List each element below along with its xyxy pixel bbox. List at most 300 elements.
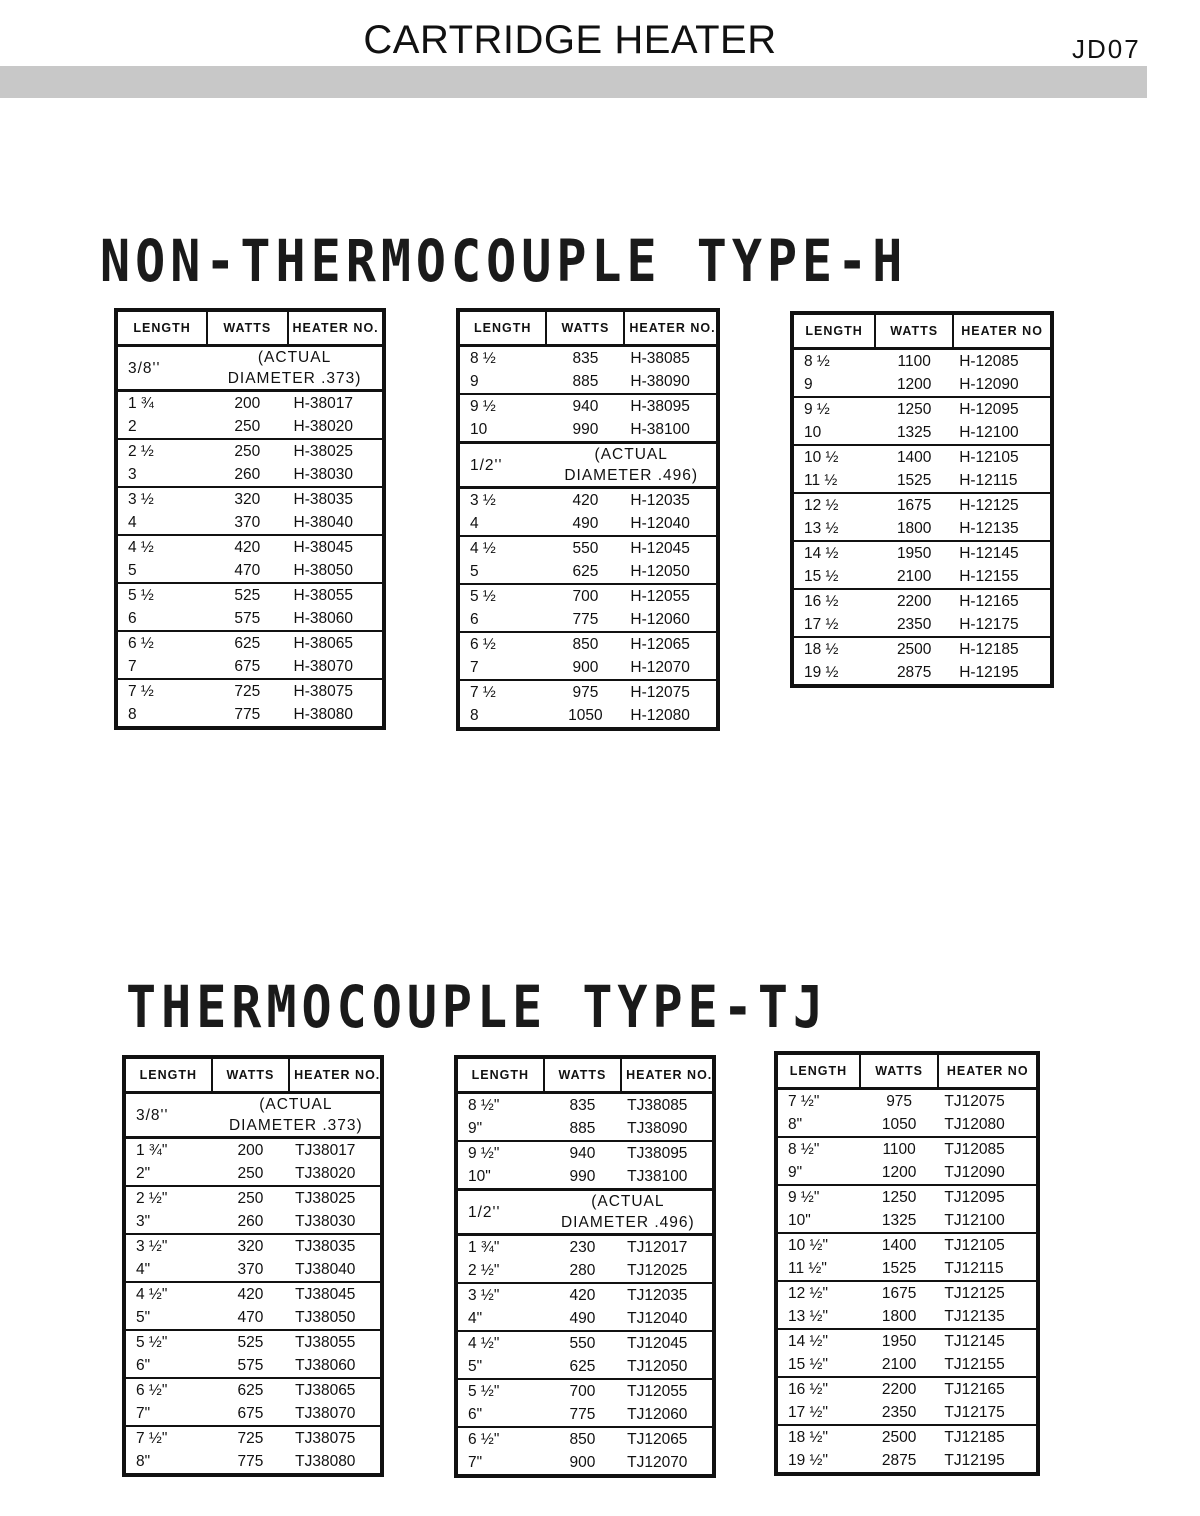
table-row <box>776 1425 1038 1449</box>
length-cell: 5 <box>128 562 137 579</box>
table-row <box>124 1138 382 1163</box>
heater-no-cell: TJ38017 <box>295 1142 356 1159</box>
watts-cell: 1675 <box>875 493 953 517</box>
length-cell: 7" <box>136 1405 151 1422</box>
table-row <box>792 445 1052 469</box>
watts-cell: 370 <box>237 1261 264 1278</box>
table-row <box>116 679 384 703</box>
length-cell: 5" <box>136 1309 151 1326</box>
heater-no-cell: H-12070 <box>630 659 690 676</box>
watts-cell: 700 <box>544 1379 621 1403</box>
length-cell: 8 ½" <box>776 1137 860 1161</box>
length-cell: 7 <box>128 658 137 675</box>
length-cell: 10 ½ <box>792 445 875 469</box>
length-cell: 4" <box>136 1261 151 1278</box>
watts-cell: 625 <box>569 1358 596 1375</box>
length-cell: 3" <box>136 1213 151 1230</box>
length-cell: 5 ½" <box>124 1330 212 1354</box>
column-header-length: LENGTH <box>124 1057 212 1093</box>
table-row <box>792 637 1052 661</box>
diameter-note-line-2: DIAMETER .373) <box>227 370 362 387</box>
table-row <box>456 1259 714 1283</box>
watts-cell: 370 <box>234 514 261 531</box>
length-cell: 3 ½" <box>124 1234 212 1258</box>
table-row <box>124 1402 382 1426</box>
heater-no-cell: TJ12105 <box>938 1233 1038 1257</box>
heater-no-cell: H-38060 <box>293 610 353 627</box>
length-cell: 7 ½" <box>788 1093 820 1110</box>
heater-no-cell: TJ12045 <box>621 1331 714 1355</box>
heater-no-cell: TJ38095 <box>621 1141 714 1165</box>
table-row <box>776 1305 1038 1329</box>
length-cell: 4 <box>470 515 479 532</box>
heater-no-cell: TJ38035 <box>289 1234 382 1258</box>
heater-no-cell: TJ12185 <box>938 1425 1038 1449</box>
table-row <box>792 421 1052 445</box>
watts-cell: 975 <box>886 1093 913 1110</box>
watts-cell: 260 <box>237 1213 264 1230</box>
length-cell: 5 ½" <box>456 1379 544 1403</box>
length-cell: 10 <box>470 421 488 438</box>
column-header-heater-no: HEATER NO. <box>624 310 718 346</box>
table-row <box>456 1165 714 1190</box>
watts-cell: 2500 <box>875 637 953 661</box>
spec-table-h-1-2-a <box>456 308 720 731</box>
diameter-note-line-1: (ACTUAL <box>594 446 668 463</box>
length-cell: 7 <box>470 659 479 676</box>
column-header-heater-no: HEATER NO. <box>621 1057 714 1093</box>
heater-no-cell: H-12075 <box>624 680 718 704</box>
table-row <box>792 565 1052 589</box>
table-row <box>124 1450 382 1475</box>
column-header-heater-no: HEATER NO <box>938 1053 1038 1089</box>
heater-no-cell: H-12055 <box>624 584 718 608</box>
heater-no-cell: H-38100 <box>630 421 690 438</box>
column-header-heater-no: HEATER NO. <box>289 1057 382 1093</box>
watts-cell: 885 <box>569 1120 596 1137</box>
heater-no-cell: TJ38055 <box>289 1330 382 1354</box>
length-cell: 4 ½" <box>456 1331 544 1355</box>
table-row <box>116 415 384 439</box>
heater-no-cell: TJ12145 <box>938 1329 1038 1353</box>
watts-cell: 420 <box>572 492 599 509</box>
table-row <box>116 655 384 679</box>
length-cell: 4" <box>468 1310 483 1327</box>
table-row <box>458 370 718 394</box>
table-row <box>116 511 384 535</box>
watts-cell: 835 <box>569 1097 596 1114</box>
heater-no-cell: H-12035 <box>630 492 690 509</box>
watts-cell: 850 <box>544 1427 621 1451</box>
table-row <box>458 536 718 560</box>
length-cell: 7 ½" <box>124 1426 212 1450</box>
length-cell: 6" <box>136 1357 151 1374</box>
length-cell: 6 ½" <box>124 1378 212 1402</box>
table-row <box>124 1330 382 1354</box>
heater-no-cell: H-12040 <box>630 515 690 532</box>
heater-no-cell: H-12135 <box>959 520 1019 537</box>
table-row <box>124 1210 382 1234</box>
heater-no-cell: TJ12017 <box>627 1239 688 1256</box>
table-row <box>124 1306 382 1330</box>
table-row <box>458 680 718 704</box>
watts-cell: 1950 <box>875 541 953 565</box>
length-cell: 2" <box>136 1165 151 1182</box>
table-row <box>776 1161 1038 1185</box>
heater-no-cell: H-38090 <box>630 373 690 390</box>
length-cell: 13 ½ <box>804 520 839 537</box>
length-cell: 3 ½ <box>116 487 207 511</box>
table-row <box>456 1427 714 1451</box>
heater-no-cell: TJ12090 <box>944 1164 1005 1181</box>
watts-cell: 2200 <box>860 1377 939 1401</box>
watts-cell: 675 <box>234 658 261 675</box>
heater-no-cell: H-12185 <box>953 637 1052 661</box>
table-row <box>776 1401 1038 1425</box>
watts-cell: 625 <box>212 1378 289 1402</box>
watts-cell: 885 <box>572 373 599 390</box>
spec-table-tj-1-2-b <box>774 1051 1040 1476</box>
table-row <box>124 1186 382 1210</box>
watts-cell: 2100 <box>896 568 932 585</box>
length-cell: 18 ½ <box>792 637 875 661</box>
length-cell: 1 ¾" <box>136 1142 168 1159</box>
heater-no-cell: H-38030 <box>293 466 353 483</box>
diameter-note-line-2: DIAMETER .373) <box>228 1117 363 1134</box>
heater-no-cell: H-12155 <box>959 568 1019 585</box>
length-cell: 2 ½ <box>116 439 207 463</box>
length-cell: 4 ½ <box>116 535 207 559</box>
heater-no-cell: H-12080 <box>630 707 690 724</box>
heater-no-cell: TJ38080 <box>295 1453 356 1470</box>
watts-cell: 1250 <box>875 397 953 421</box>
heater-no-cell: H-38020 <box>293 418 353 435</box>
length-cell: 11 ½ <box>804 472 838 489</box>
watts-cell: 420 <box>544 1283 621 1307</box>
table-row <box>776 1137 1038 1161</box>
table-row <box>116 391 384 416</box>
table-row <box>116 583 384 607</box>
watts-cell: 725 <box>212 1426 289 1450</box>
heater-no-cell: H-12085 <box>959 353 1019 370</box>
table-row <box>456 1283 714 1307</box>
heater-no-cell: H-12100 <box>959 424 1019 441</box>
heater-no-cell: H-38055 <box>288 583 385 607</box>
heater-no-cell: TJ12085 <box>938 1137 1038 1161</box>
watts-cell: 940 <box>546 394 624 418</box>
length-cell: 16 ½" <box>776 1377 860 1401</box>
column-header-length: LENGTH <box>116 310 207 346</box>
heater-no-cell: TJ12025 <box>627 1262 688 1279</box>
table-row <box>792 589 1052 613</box>
length-cell: 8 ½" <box>468 1097 500 1114</box>
watts-cell: 1200 <box>881 1164 917 1181</box>
length-cell: 4 ½" <box>124 1282 212 1306</box>
table-row <box>456 1235 714 1260</box>
table-row <box>776 1113 1038 1137</box>
watts-cell: 2350 <box>881 1404 917 1421</box>
diameter-note <box>212 1093 382 1138</box>
watts-cell: 725 <box>207 679 287 703</box>
column-header-watts: WATTS <box>860 1053 939 1089</box>
length-cell: 4 ½ <box>458 536 546 560</box>
heater-no-cell: TJ38045 <box>289 1282 382 1306</box>
column-header-heater-no: HEATER NO <box>953 313 1052 349</box>
page-code: JD07 <box>1072 34 1141 64</box>
watts-cell: 320 <box>207 487 287 511</box>
table-row <box>458 656 718 680</box>
watts-cell: 470 <box>234 562 261 579</box>
watts-cell: 200 <box>234 395 261 412</box>
length-cell: 3 <box>128 466 137 483</box>
length-cell: 2 <box>128 418 137 435</box>
table-row <box>792 469 1052 493</box>
watts-cell: 1400 <box>860 1233 939 1257</box>
length-cell: 6 ½" <box>456 1427 544 1451</box>
length-cell: 5" <box>468 1358 483 1375</box>
table-header-row <box>116 310 384 346</box>
watts-cell: 200 <box>237 1142 264 1159</box>
watts-cell: 1100 <box>897 353 931 370</box>
table-row <box>458 394 718 418</box>
table-row <box>456 1451 714 1476</box>
table-row <box>116 463 384 487</box>
heater-no-cell: TJ38020 <box>295 1165 356 1182</box>
heater-no-cell: TJ38060 <box>295 1357 356 1374</box>
diameter-size: 3/8'' <box>116 346 207 391</box>
length-cell: 9" <box>788 1164 803 1181</box>
diameter-row <box>456 1190 714 1235</box>
watts-cell: 280 <box>569 1262 596 1279</box>
length-cell: 15 ½ <box>804 568 839 585</box>
watts-cell: 250 <box>212 1186 289 1210</box>
heater-no-cell: H-12105 <box>953 445 1052 469</box>
watts-cell: 775 <box>237 1453 264 1470</box>
heater-no-cell: TJ38065 <box>289 1378 382 1402</box>
spec-table-tj-1-2-a <box>454 1055 716 1478</box>
spec-table-tj-3-8 <box>122 1055 384 1477</box>
watts-cell: 1800 <box>881 1308 917 1325</box>
watts-cell: 850 <box>546 632 624 656</box>
watts-cell: 420 <box>207 535 287 559</box>
length-cell: 12 ½ <box>792 493 875 517</box>
watts-cell: 550 <box>544 1331 621 1355</box>
length-cell: 19 ½ <box>804 664 839 681</box>
watts-cell: 1325 <box>896 424 932 441</box>
table-row <box>792 661 1052 686</box>
heater-no-cell: TJ12115 <box>944 1260 1004 1277</box>
length-cell: 15 ½" <box>788 1356 828 1373</box>
watts-cell: 1100 <box>860 1137 939 1161</box>
length-cell: 9" <box>468 1120 483 1137</box>
watts-cell: 250 <box>237 1165 264 1182</box>
table-row <box>456 1093 714 1118</box>
column-header-watts: WATTS <box>875 313 953 349</box>
length-cell: 8 ½ <box>804 353 830 370</box>
watts-cell: 625 <box>207 631 287 655</box>
watts-cell: 1525 <box>896 472 932 489</box>
table-header-row <box>456 1057 714 1093</box>
table-row <box>456 1141 714 1165</box>
table-row <box>456 1117 714 1141</box>
heater-no-cell: TJ38070 <box>295 1405 356 1422</box>
heater-no-cell: H-12115 <box>959 472 1018 489</box>
table-row <box>116 559 384 583</box>
heater-no-cell: TJ12035 <box>621 1283 714 1307</box>
heater-no-cell: TJ12060 <box>627 1406 688 1423</box>
heater-no-cell: TJ12055 <box>621 1379 714 1403</box>
watts-cell: 490 <box>572 515 599 532</box>
table-row <box>776 1281 1038 1305</box>
diameter-size: 1/2'' <box>456 1190 544 1235</box>
heater-no-cell: H-38035 <box>288 487 385 511</box>
diameter-size: 3/8'' <box>124 1093 212 1138</box>
heater-no-cell: H-12145 <box>953 541 1052 565</box>
length-cell: 13 ½" <box>788 1308 828 1325</box>
length-cell: 9 ½ <box>792 397 875 421</box>
watts-cell: 260 <box>234 466 261 483</box>
length-cell: 4 <box>128 514 137 531</box>
watts-cell: 1200 <box>896 376 932 393</box>
length-cell: 1 ¾" <box>468 1239 500 1256</box>
heater-no-cell: H-38045 <box>288 535 385 559</box>
table-row <box>458 584 718 608</box>
length-cell: 11 ½" <box>788 1260 827 1277</box>
heater-no-cell: H-38025 <box>288 439 385 463</box>
table-row <box>458 488 718 513</box>
heater-no-cell: H-12195 <box>959 664 1019 681</box>
column-header-watts: WATTS <box>207 310 287 346</box>
length-cell: 9 <box>804 376 813 393</box>
heater-no-cell: TJ12050 <box>627 1358 688 1375</box>
length-cell: 17 ½" <box>788 1404 828 1421</box>
length-cell: 6 ½ <box>458 632 546 656</box>
diameter-note <box>546 443 718 488</box>
heater-no-cell: H-38065 <box>288 631 385 655</box>
diameter-note <box>544 1190 714 1235</box>
watts-cell: 2200 <box>875 589 953 613</box>
watts-cell: 675 <box>237 1405 264 1422</box>
heater-no-cell: H-12045 <box>624 536 718 560</box>
length-cell: 6 <box>470 611 479 628</box>
watts-cell: 2875 <box>881 1452 917 1469</box>
length-cell: 8 <box>470 707 479 724</box>
table-row <box>776 1233 1038 1257</box>
diameter-note <box>207 346 384 391</box>
heater-no-cell: TJ12070 <box>627 1454 688 1471</box>
length-cell: 10" <box>468 1168 491 1185</box>
watts-cell: 1800 <box>896 520 932 537</box>
table-row <box>116 703 384 728</box>
heater-no-cell: TJ38050 <box>295 1309 356 1326</box>
watts-cell: 1950 <box>860 1329 939 1353</box>
table-row <box>116 535 384 559</box>
table-row <box>792 397 1052 421</box>
table-header-row <box>792 313 1052 349</box>
column-header-length: LENGTH <box>776 1053 860 1089</box>
watts-cell: 2350 <box>896 616 932 633</box>
length-cell: 8 ½ <box>470 350 496 367</box>
table-row <box>124 1162 382 1186</box>
watts-cell: 250 <box>207 439 287 463</box>
watts-cell: 990 <box>572 421 599 438</box>
watts-cell: 835 <box>572 350 599 367</box>
table-header-row <box>124 1057 382 1093</box>
heater-no-cell: H-38070 <box>293 658 353 675</box>
heater-no-cell: TJ12155 <box>944 1356 1005 1373</box>
length-cell: 9 <box>470 373 479 390</box>
diameter-size: 1/2'' <box>458 443 546 488</box>
heater-no-cell: TJ12075 <box>944 1093 1005 1110</box>
table-row <box>116 631 384 655</box>
length-cell: 6 <box>128 610 137 627</box>
table-row <box>776 1257 1038 1281</box>
table-row <box>792 517 1052 541</box>
watts-cell: 975 <box>546 680 624 704</box>
length-cell: 8" <box>136 1453 151 1470</box>
table-header-row <box>458 310 718 346</box>
heater-no-cell: TJ12095 <box>938 1185 1038 1209</box>
table-row <box>124 1354 382 1378</box>
watts-cell: 775 <box>572 611 599 628</box>
heater-no-cell: TJ38040 <box>295 1261 356 1278</box>
heater-no-cell: TJ38075 <box>289 1426 382 1450</box>
table-row <box>458 512 718 536</box>
table-row <box>776 1089 1038 1114</box>
heater-no-cell: TJ12100 <box>944 1212 1005 1229</box>
table-row <box>458 346 718 371</box>
watts-cell: 2100 <box>881 1356 917 1373</box>
heater-no-cell: TJ12195 <box>944 1452 1005 1469</box>
length-cell: 18 ½" <box>776 1425 860 1449</box>
watts-cell: 550 <box>546 536 624 560</box>
table-row <box>458 632 718 656</box>
table-row <box>124 1426 382 1450</box>
table-row <box>124 1234 382 1258</box>
heater-no-cell: H-38050 <box>293 562 353 579</box>
length-cell: 17 ½ <box>804 616 839 633</box>
column-header-length: LENGTH <box>458 310 546 346</box>
length-cell: 10 <box>804 424 822 441</box>
table-row <box>116 607 384 631</box>
length-cell: 9 ½ <box>458 394 546 418</box>
watts-cell: 625 <box>572 563 599 580</box>
length-cell: 5 ½ <box>116 583 207 607</box>
length-cell: 6 ½ <box>116 631 207 655</box>
heater-no-cell: H-12060 <box>630 611 690 628</box>
table-row <box>792 541 1052 565</box>
table-row <box>458 418 718 443</box>
diameter-note-line-2: DIAMETER .496) <box>564 467 699 484</box>
length-cell: 9 ½" <box>776 1185 860 1209</box>
watts-cell: 575 <box>237 1357 264 1374</box>
watts-cell: 2875 <box>896 664 932 681</box>
heater-no-cell: H-12175 <box>959 616 1019 633</box>
heater-no-cell: H-38080 <box>293 706 353 723</box>
diameter-note-line-1: (ACTUAL <box>259 1096 333 1113</box>
watts-cell: 420 <box>212 1282 289 1306</box>
heater-no-cell: TJ38090 <box>627 1120 688 1137</box>
column-header-watts: WATTS <box>546 310 624 346</box>
spec-table-h-3-8 <box>114 308 386 730</box>
heater-no-cell: TJ38030 <box>295 1213 356 1230</box>
watts-cell: 525 <box>212 1330 289 1354</box>
section-heading-type-tj: THERMOCOUPLE TYPE-TJ <box>126 974 829 1041</box>
diameter-row <box>124 1093 382 1138</box>
heater-no-cell: TJ38085 <box>627 1097 688 1114</box>
heater-no-cell: TJ12080 <box>944 1116 1005 1133</box>
length-cell: 5 ½ <box>458 584 546 608</box>
